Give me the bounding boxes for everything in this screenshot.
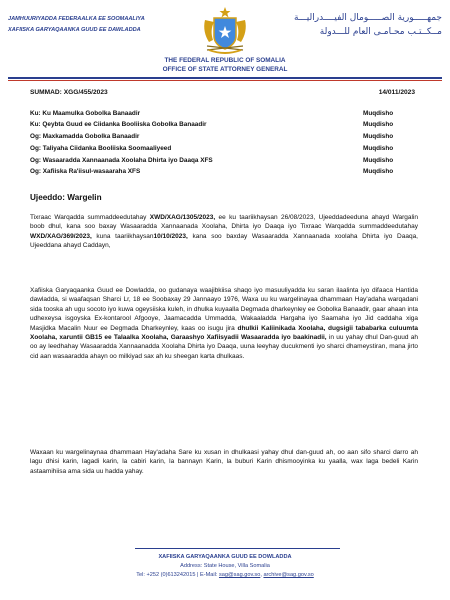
para1-ref-1: XWD/XAG/1305/2023,: [149, 214, 216, 221]
letterhead-republic-somali: JAMHUURIYADDA FEDERAALKA EE SOOMAALIYA: [8, 16, 145, 22]
body-paragraph-1: [30, 213, 418, 251]
recipient-row: [30, 156, 415, 165]
recipient-city: Muqdisho: [363, 133, 394, 140]
para2-land-description: dhulkii Kaliinikada Xoolaha, dugsigii tababarka culuumta Xoolaha, xaruntii GB15 ee Talaalka Xoolaha, Garaashyo Xafiisyadii Wasaaradda iyo baakinadii,: [30, 324, 418, 342]
recipient-city: Muqdisho: [363, 168, 394, 175]
header-divider-red: [8, 80, 442, 81]
recipient-city: Muqdisho: [363, 121, 394, 128]
letterhead-title-office: OFFICE OF STATE ATTORNEY GENERAL: [162, 66, 288, 73]
footer-office-name: XAFIISKA GARYAQAANKA GUUD EE DOWLADDA: [158, 554, 292, 560]
footer-address: Address: State House, Villa Somalia: [180, 563, 270, 569]
recipient-row: [30, 132, 415, 141]
recipient-city: Muqdisho: [363, 157, 394, 164]
para1-text: Tixraac Warqadda summaddeedutahay: [30, 214, 150, 221]
recipient-row: [30, 109, 415, 118]
letter-subject: Ujeeddo: Wargelin: [30, 193, 102, 202]
footer-contact: [0, 571, 450, 580]
para2-text: in uu yahay dhul Dan-guud ah oo ay leedhahay Wasaaradda Xannaanadda Xoolaha Dhirta iyo Daaqa, uuna leeyhay ducukmenti iyo sharci dhameystiran, mana jirto cid aan wasaaradda ahayn oo milkiyad sax ah ku sheegan karta dhulkaas.: [30, 334, 418, 360]
letterhead-title-republic: THE FEDERAL REPUBLIC OF SOMALIA: [164, 57, 286, 64]
recipient-label: Og: Taliyaha Ciidanka Booliiska Soomaaliyeed: [30, 145, 172, 152]
letterhead-right: [294, 11, 442, 39]
recipient-row: [30, 144, 415, 153]
para1-text: kana soo baxday Wasaaradda Xannaanada xoolaha Dhirta iyo Daaqa, Ujeeddana ahayd Caddayn,: [30, 232, 418, 250]
para1-text: kuna taariikhaysan: [91, 232, 154, 240]
letterhead-office-somali: XAFIISKA GARYAQAANKA GUUD EE DAWLADDA: [8, 27, 141, 33]
para1-text: ee ku taariikhaysan 26/08/2023, Ujeeddadeeduna ahayd Wargalin boob dhul, kana soo baxay Wasaaradda Xannaanada Xoolaha, Dhirta iyo Daaqa iyo Tixraac Warqadda summaddeedutahay: [30, 214, 418, 231]
recipient-row: [30, 120, 415, 129]
reference-number: SUMMAD: XGG/455/2023: [30, 89, 108, 96]
recipient-label: Og: Xafiiska Ra'iisul-wasaaraha XFS: [30, 168, 141, 175]
recipient-city: Muqdisho: [363, 145, 394, 152]
recipient-label: Og: Maxkamadda Gobolka Banaadir: [30, 133, 140, 140]
letter-date: 14/011/2023: [378, 89, 415, 96]
recipient-label: Ku: Qeybta Guud ee Ciidanka Booliiska Gobolka Banaadir: [30, 121, 207, 128]
recipient-label: Ku: Ku Maamulka Gobolka Banaadir: [30, 110, 141, 117]
footer-phone: Tel: +252 (0)613242015 | E-Mail:: [136, 572, 219, 578]
header-divider-blue: [8, 77, 442, 79]
footer-email-link[interactable]: sag@sag.gov.so: [218, 572, 261, 578]
body-paragraph-2: [30, 286, 418, 361]
recipient-label: Og: Wasaaradda Xannaanada Xoolaha Dhirta iyo Daaqa XFS: [30, 157, 213, 164]
somalia-coat-of-arms-icon: [199, 6, 251, 56]
recipient-row: [30, 167, 415, 176]
letterhead-republic-arabic: جمهـــــورية الصـــــومال الفيــــدراليـــة: [294, 13, 442, 23]
letterhead-left: [8, 14, 145, 36]
para1-date: 10/10/2023,: [153, 232, 188, 240]
letterhead-office-arabic: مــكــتـب محـامـى العام للـــدولة: [319, 27, 442, 37]
letterhead-title: [0, 56, 450, 74]
para1-ref-2: WXD/XAG/369/2023,: [30, 232, 92, 240]
footer-archive-email-link[interactable]: archive@sag.gov.so: [263, 572, 314, 578]
recipient-city: Muqdisho: [363, 110, 394, 117]
body-paragraph-3: Waxaan ku wargelinaynaa dhammaan Hay'adaha Sare ku xusan in dhulkaasi yahay dhul dan-guud ah, oo aan sifo sharci darro ah lagu dhisi karin, lagadi karin, la cabiri karin, la bannayn Karin, la buburi Karin dhismooyinka ku yaalla, wax laga bedeli Karin astaamihiisa ama sida uu hadda yahay.: [30, 449, 418, 475]
para2-text: Xafiiska Garyaqaanka Guud ee Dowladda, oo gudanaya waajibkiisa shaqo iyo masuuliyadda ku saran ilaalinta iyo difaaca Hantida dawladda, si waafaqsan Sharci Lr, 18 ee Soobaxay 29 Jannaayo 1976, Waxa uu ku wargelinayaa dhammaan Hay'adaha warqadani sida tooska ah ugu socoto iyo kuwa ogeysiiska kuleh, in dhulka kuyaalla Degmada dharkeynley ee Gobolka Banaadir, gaar ahaan inta udhexeysa isgoyska Ex-kontarool Afgooye, Jaamacadda Ummadda, Wakaaladda Hargaha iyo Saamaha iyo Jid caddaha xiga Masjidka Macalin Nuur ee Degmada Dharkeynley, kaas oo isugu jira: [30, 287, 418, 332]
footer-divider: [135, 548, 340, 549]
footer-separator: ,: [260, 572, 264, 578]
footer: [0, 553, 450, 580]
